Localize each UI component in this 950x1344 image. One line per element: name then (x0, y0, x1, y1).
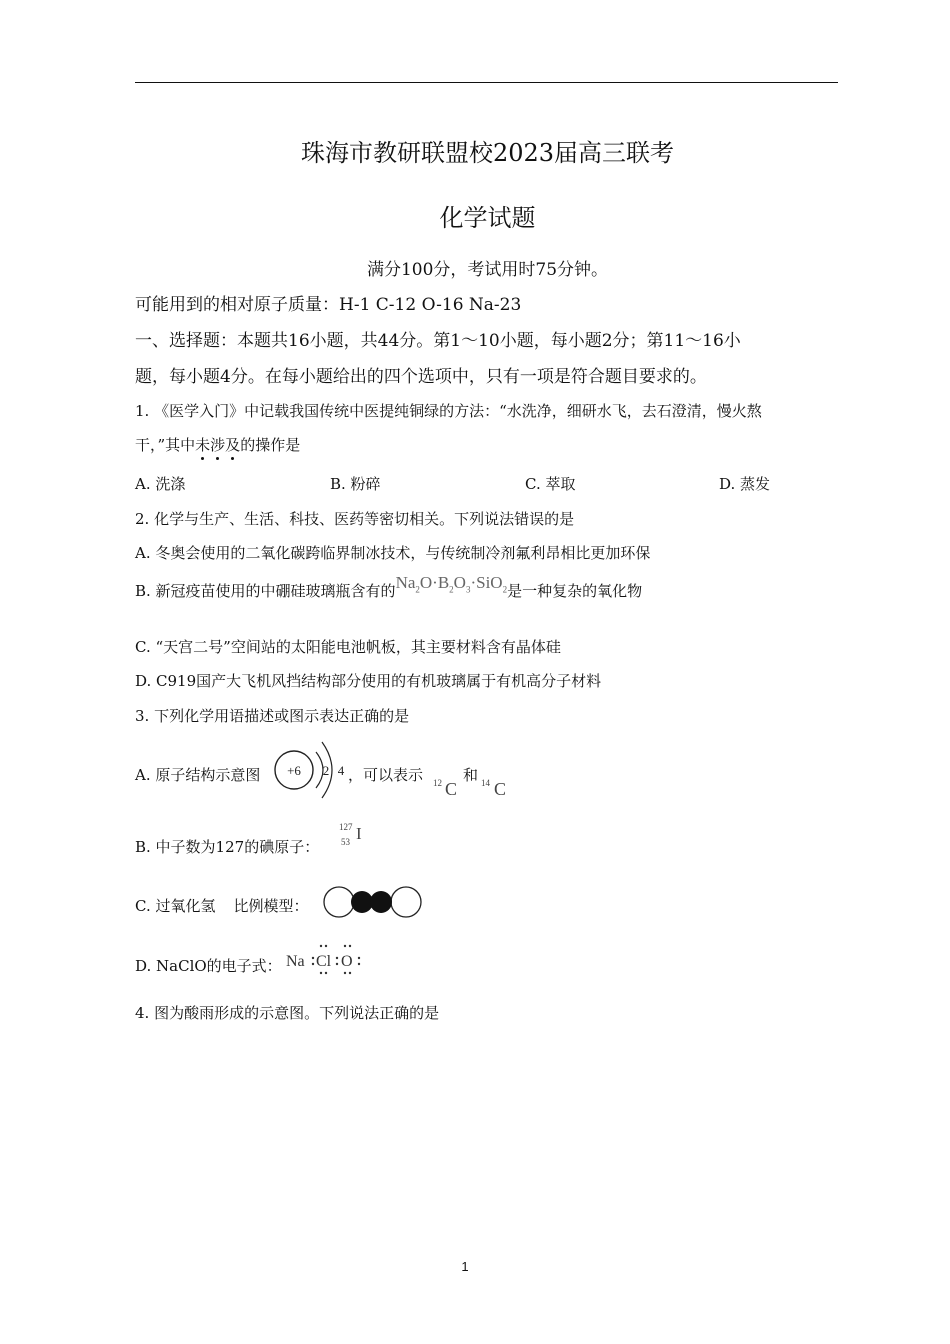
q3-option-d[interactable]: D. NaClO的电子式： (135, 957, 282, 975)
oxygen-atom (351, 891, 373, 913)
q3-option-b[interactable]: B. 中子数为127的碘原子： (135, 838, 320, 856)
formula-subscript: 2 (449, 584, 454, 595)
q1-emphasis (195, 436, 240, 454)
q1-line2-post: 的操作是 (240, 436, 301, 454)
h2o2-space-filling-model (322, 883, 422, 921)
carbon12-symbol: C (445, 779, 458, 799)
header-rule (135, 82, 838, 83)
nucleus-charge: +6 (287, 763, 301, 778)
q3-option-a-label[interactable]: A. 原子结构示意图 (135, 766, 261, 784)
exam-title: 珠海市教研联盟校2023届高三联考 (300, 139, 675, 167)
hydrogen-atom (391, 887, 421, 917)
exam-subtitle: 化学试题 (439, 204, 536, 232)
q1-stem-line2 (135, 434, 300, 455)
electron-dot (358, 963, 360, 965)
iodine-mass-number: 127 (339, 822, 353, 832)
shell1-electrons: 2 (322, 763, 330, 778)
q2-b-pre: B. 新冠疫苗使用的中硼硅玻璃瓶含有的 (135, 582, 396, 600)
chlorine-symbol: Cl (316, 953, 332, 970)
electron-dot (349, 972, 351, 974)
q2-b-post: 是一种复杂的氧化物 (507, 582, 643, 600)
q2-option-b[interactable] (135, 573, 643, 602)
q1-option-a[interactable]: A. 洗涤 (135, 475, 186, 493)
q3-option-c[interactable] (135, 895, 309, 916)
emphasis-dot (201, 457, 204, 460)
formula-part: ·SiO (470, 573, 503, 592)
page-number: 1 (461, 1259, 469, 1274)
carbon14-symbol: C (494, 779, 507, 799)
q1-option-d[interactable]: D. 蒸发 (719, 475, 771, 493)
electron-dot (320, 972, 322, 974)
q2-option-d[interactable]: D. C919国产大飞机风挡结构部分使用的有机玻璃属于有机高分子材料 (135, 672, 602, 690)
oxygen-atom (370, 891, 392, 913)
emphasis-dot (231, 457, 234, 460)
section1-line2: 题，每小题4分。在每小题给出的四个选项中，只有一项是符合题目要求的。 (135, 367, 707, 387)
formula-part: Na (395, 573, 416, 592)
naclo-electron-formula (284, 940, 364, 978)
borosilicate-formula (395, 573, 508, 595)
formula-subscript: 2 (415, 584, 420, 595)
formula-subscript: 3 (465, 584, 471, 595)
electron-dot (320, 945, 322, 947)
q1-emphasis-text: 未涉及 (195, 436, 241, 454)
atom-structure-diagram (272, 738, 346, 800)
score-info: 满分100分，考试用时75分钟。 (366, 260, 609, 280)
formula-subscript: 2 (502, 584, 508, 595)
electron-dot (312, 957, 314, 959)
sodium-symbol: Na (286, 953, 305, 970)
electron-dot (344, 945, 346, 947)
q1-line2-pre: 干，”其中 (135, 436, 196, 454)
iodine-atomic-number: 53 (341, 837, 350, 847)
q3-stem: 3. 下列化学用语描述或图示表达正确的是 (135, 707, 410, 725)
q4-stem: 4. 图为酸雨形成的示意图。下列说法正确的是 (135, 1004, 440, 1022)
shell2-electrons: 4 (337, 763, 345, 778)
q2-option-a[interactable]: A. 冬奥会使用的二氧化碳跨临界制冰技术，与传统制冷剂氟利昂相比更加环保 (135, 544, 651, 562)
hydrogen-atom (324, 887, 354, 917)
oxygen-symbol: O (341, 953, 353, 970)
electron-dot (344, 972, 346, 974)
electron-dot (325, 945, 327, 947)
electron-dot (349, 945, 351, 947)
electron-dot (312, 963, 314, 965)
q3-a-mid: ，可以表示 (348, 766, 424, 784)
iodine-symbol: I (356, 824, 362, 843)
electron-dot (358, 957, 360, 959)
atomic-mass-line: 可能用到的相对原子质量：H-1 C-12 O-16 Na-23 (135, 295, 522, 315)
formula-part: ·B (432, 573, 450, 592)
emphasis-dot (216, 457, 219, 460)
q1-option-b[interactable]: B. 粉碎 (330, 475, 381, 493)
section1-line1: 一、选择题：本题共16小题，共44分。第1～10小题，每小题2分；第11～16小 (135, 331, 741, 351)
electron-dot (336, 957, 338, 959)
q3-c-post: 比例模型： (233, 897, 309, 915)
q1-stem-line1: 1. 《医学入门》中记载我国传统中医提纯铜绿的方法：“水洗净，细研水飞，去石澄清，慢火熬 (135, 402, 762, 420)
carbon14-mass: 14 (481, 778, 490, 788)
q1-option-c[interactable]: C. 萃取 (525, 475, 576, 493)
q2-stem: 2. 化学与生产、生活、科技、医药等密切相关。下列说法错误的是 (135, 510, 575, 528)
electron-dot (325, 972, 327, 974)
formula-part: O (419, 573, 433, 592)
q2-option-c[interactable]: C. “天宫二号”空间站的太阳能电池帆板，其主要材料含有晶体硅 (135, 638, 561, 656)
electron-dot (336, 963, 338, 965)
q3-a-and: 和 (463, 766, 479, 784)
carbon12-mass: 12 (433, 778, 442, 788)
formula-part: O (453, 573, 466, 592)
q3-c-pre: C. 过氧化氢 (135, 897, 216, 915)
